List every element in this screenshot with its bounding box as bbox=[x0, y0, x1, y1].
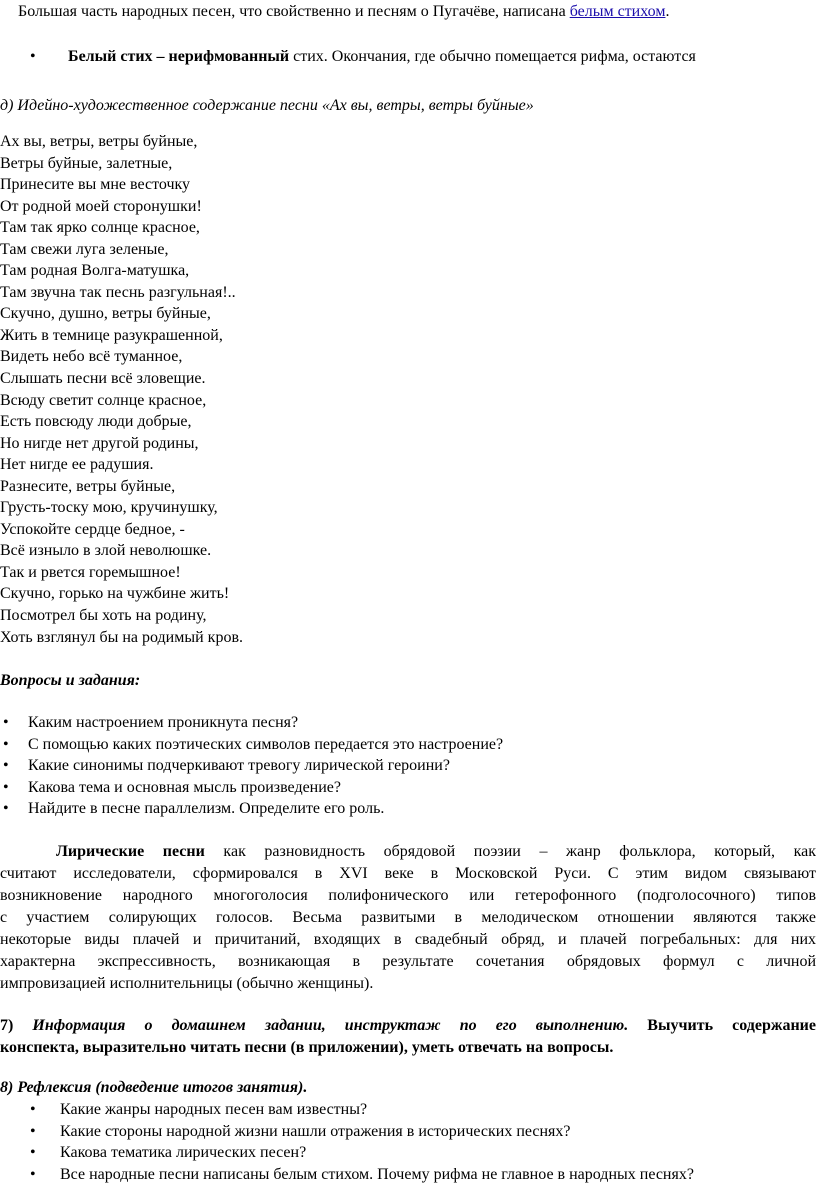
questions-heading: Вопросы и задания: bbox=[0, 672, 141, 689]
reflection-list bbox=[30, 1099, 694, 1185]
paragraph-line: конспекта, выразительно читать песни (в приложении), уметь отвечать на вопросы. bbox=[0, 1039, 614, 1056]
poem-line: Принесите вы мне весточку bbox=[0, 176, 191, 194]
intro-text: Большая часть народных песен, что свойственно и песням о Пугачёве, написана bbox=[18, 3, 570, 20]
list-item: • С помощью каких поэтических символов передается это настроение? bbox=[0, 734, 503, 756]
list-item: • Какие синонимы подчеркивают тревогу лирической героини? bbox=[0, 755, 503, 777]
poem-line: Там звучна так песнь разгульная!.. bbox=[0, 283, 236, 301]
lyric-songs-term: Лирические песни bbox=[56, 843, 205, 860]
paragraph-line: Лирические песни как разновидность обрядовой поэзии – жанр фольклора, который, как bbox=[56, 843, 816, 860]
questions-list bbox=[0, 712, 503, 820]
list-item: • Все народные песни написаны белым стихом. Почему рифма не главное в народных песнях? bbox=[30, 1164, 694, 1186]
paragraph-line: 7) Информация о домашнем задании, инструктаж по его выполнению. Выучить содержание bbox=[0, 1017, 816, 1034]
paragraph-line: с участием солирующих голосов. Весьма развитыми в мелодическом отношении являются также bbox=[0, 909, 816, 926]
poem-line: Так и рвется горемышное! bbox=[0, 563, 181, 581]
paragraph-line: характерна экспрессивность, возникающая в результате сочетания обрядовых формул с личной bbox=[0, 953, 816, 970]
list-item: • Какова тематика лирических песен? bbox=[30, 1142, 694, 1164]
definition-term: Белый стих – нерифмованный bbox=[68, 48, 290, 65]
poem-line: От родной моей сторонушки! bbox=[0, 197, 202, 215]
poem-line: Хоть взглянул бы на родимый кров. bbox=[0, 628, 243, 646]
list-item: • Каким настроением проникнута песня? bbox=[0, 712, 503, 734]
homework-number: 7) bbox=[0, 1017, 33, 1034]
poem-line: Разнесите, ветры буйные, bbox=[0, 477, 176, 495]
bullet-icon: • bbox=[30, 1122, 36, 1140]
bullet-icon: • bbox=[30, 1101, 36, 1118]
definition-item bbox=[30, 47, 696, 67]
bullet-icon: • bbox=[3, 735, 9, 753]
list-item: • Какие стороны народной жизни нашли отражения в исторических песнях? bbox=[30, 1121, 694, 1143]
list-item: • Какие жанры народных песен вам известны? bbox=[30, 1099, 694, 1121]
poem-line: Ветры буйные, залетные, bbox=[0, 154, 173, 172]
definition-text: стих. Окончания, где обычно помещается рифма, остаются bbox=[289, 48, 696, 65]
poem-line: Ах вы, ветры, ветры буйные, bbox=[0, 133, 198, 150]
poem-line: Всюду светит солнце красное, bbox=[0, 391, 207, 409]
intro-end: . bbox=[665, 3, 670, 20]
homework-paragraph bbox=[0, 1015, 816, 1059]
paragraph-line: считают исследователи, сформировался в XVI веке в Московской Руси. С этим видом связывают bbox=[0, 865, 816, 882]
poem bbox=[0, 131, 243, 648]
bullet-icon: • bbox=[3, 757, 9, 774]
poem-line: Грусть-тоску мою, кручинушку, bbox=[0, 499, 218, 517]
bullet-icon: • bbox=[30, 48, 36, 65]
poem-line: Видеть небо всё туманное, bbox=[0, 348, 183, 366]
section-d-heading: д) Идейно-художественное содержание песни «Ах вы, ветры, ветры буйные» bbox=[0, 97, 534, 114]
intro-paragraph bbox=[18, 2, 669, 22]
bullet-icon: • bbox=[3, 800, 9, 817]
poem-line: Нет нигде ее радушия. bbox=[0, 456, 154, 474]
poem-line: Но нигде нет другой родины, bbox=[0, 434, 199, 452]
reflection-heading: 8) Рефлексия (подведение итогов занятия). bbox=[0, 1079, 308, 1096]
homework-title: Информация о домашнем задании, инструктаж по его выполнению. bbox=[32, 1017, 629, 1034]
poem-line: Там родная Волга-матушка, bbox=[0, 262, 190, 280]
bullet-icon: • bbox=[30, 1165, 36, 1183]
bullet-icon: • bbox=[30, 1144, 36, 1161]
paragraph-line: некоторые виды плачей и причитаний, входящих в свадебный обряд, и плачей погребальных: для них bbox=[0, 931, 816, 948]
list-item: • Найдите в песне параллелизм. Определите его роль. bbox=[0, 798, 503, 820]
paragraph-line: возникновение народного многоголосия полифонического или гетерофонного (подголосочного) типов bbox=[0, 887, 816, 904]
poem-line: Там свежи луга зеленые, bbox=[0, 240, 169, 258]
bullet-icon: • bbox=[3, 778, 9, 796]
white-verse-link[interactable]: белым стихом bbox=[569, 3, 666, 20]
poem-line: Скучно, душно, ветры буйные, bbox=[0, 305, 211, 323]
bullet-icon: • bbox=[3, 714, 9, 731]
poem-line: Жить в темнице разукрашенной, bbox=[0, 326, 223, 344]
poem-line: Там так ярко солнце красное, bbox=[0, 219, 200, 237]
poem-line: Успокойте сердце бедное, - bbox=[0, 520, 185, 538]
poem-line: Скучно, горько на чужбине жить! bbox=[0, 585, 230, 603]
paragraph-line: импровизацией исполнительницы (обычно женщины). bbox=[0, 975, 374, 992]
poem-line: Есть повсюду люди добрые, bbox=[0, 413, 192, 431]
list-item: • Какова тема и основная мысль произведение? bbox=[0, 777, 503, 799]
lyric-songs-paragraph bbox=[0, 841, 816, 995]
poem-line: Слышать песни всё зловещие. bbox=[0, 370, 206, 388]
poem-line: Всё изныло в злой неволюшке. bbox=[0, 542, 212, 560]
poem-line: Посмотрел бы хоть на родину, bbox=[0, 607, 207, 625]
